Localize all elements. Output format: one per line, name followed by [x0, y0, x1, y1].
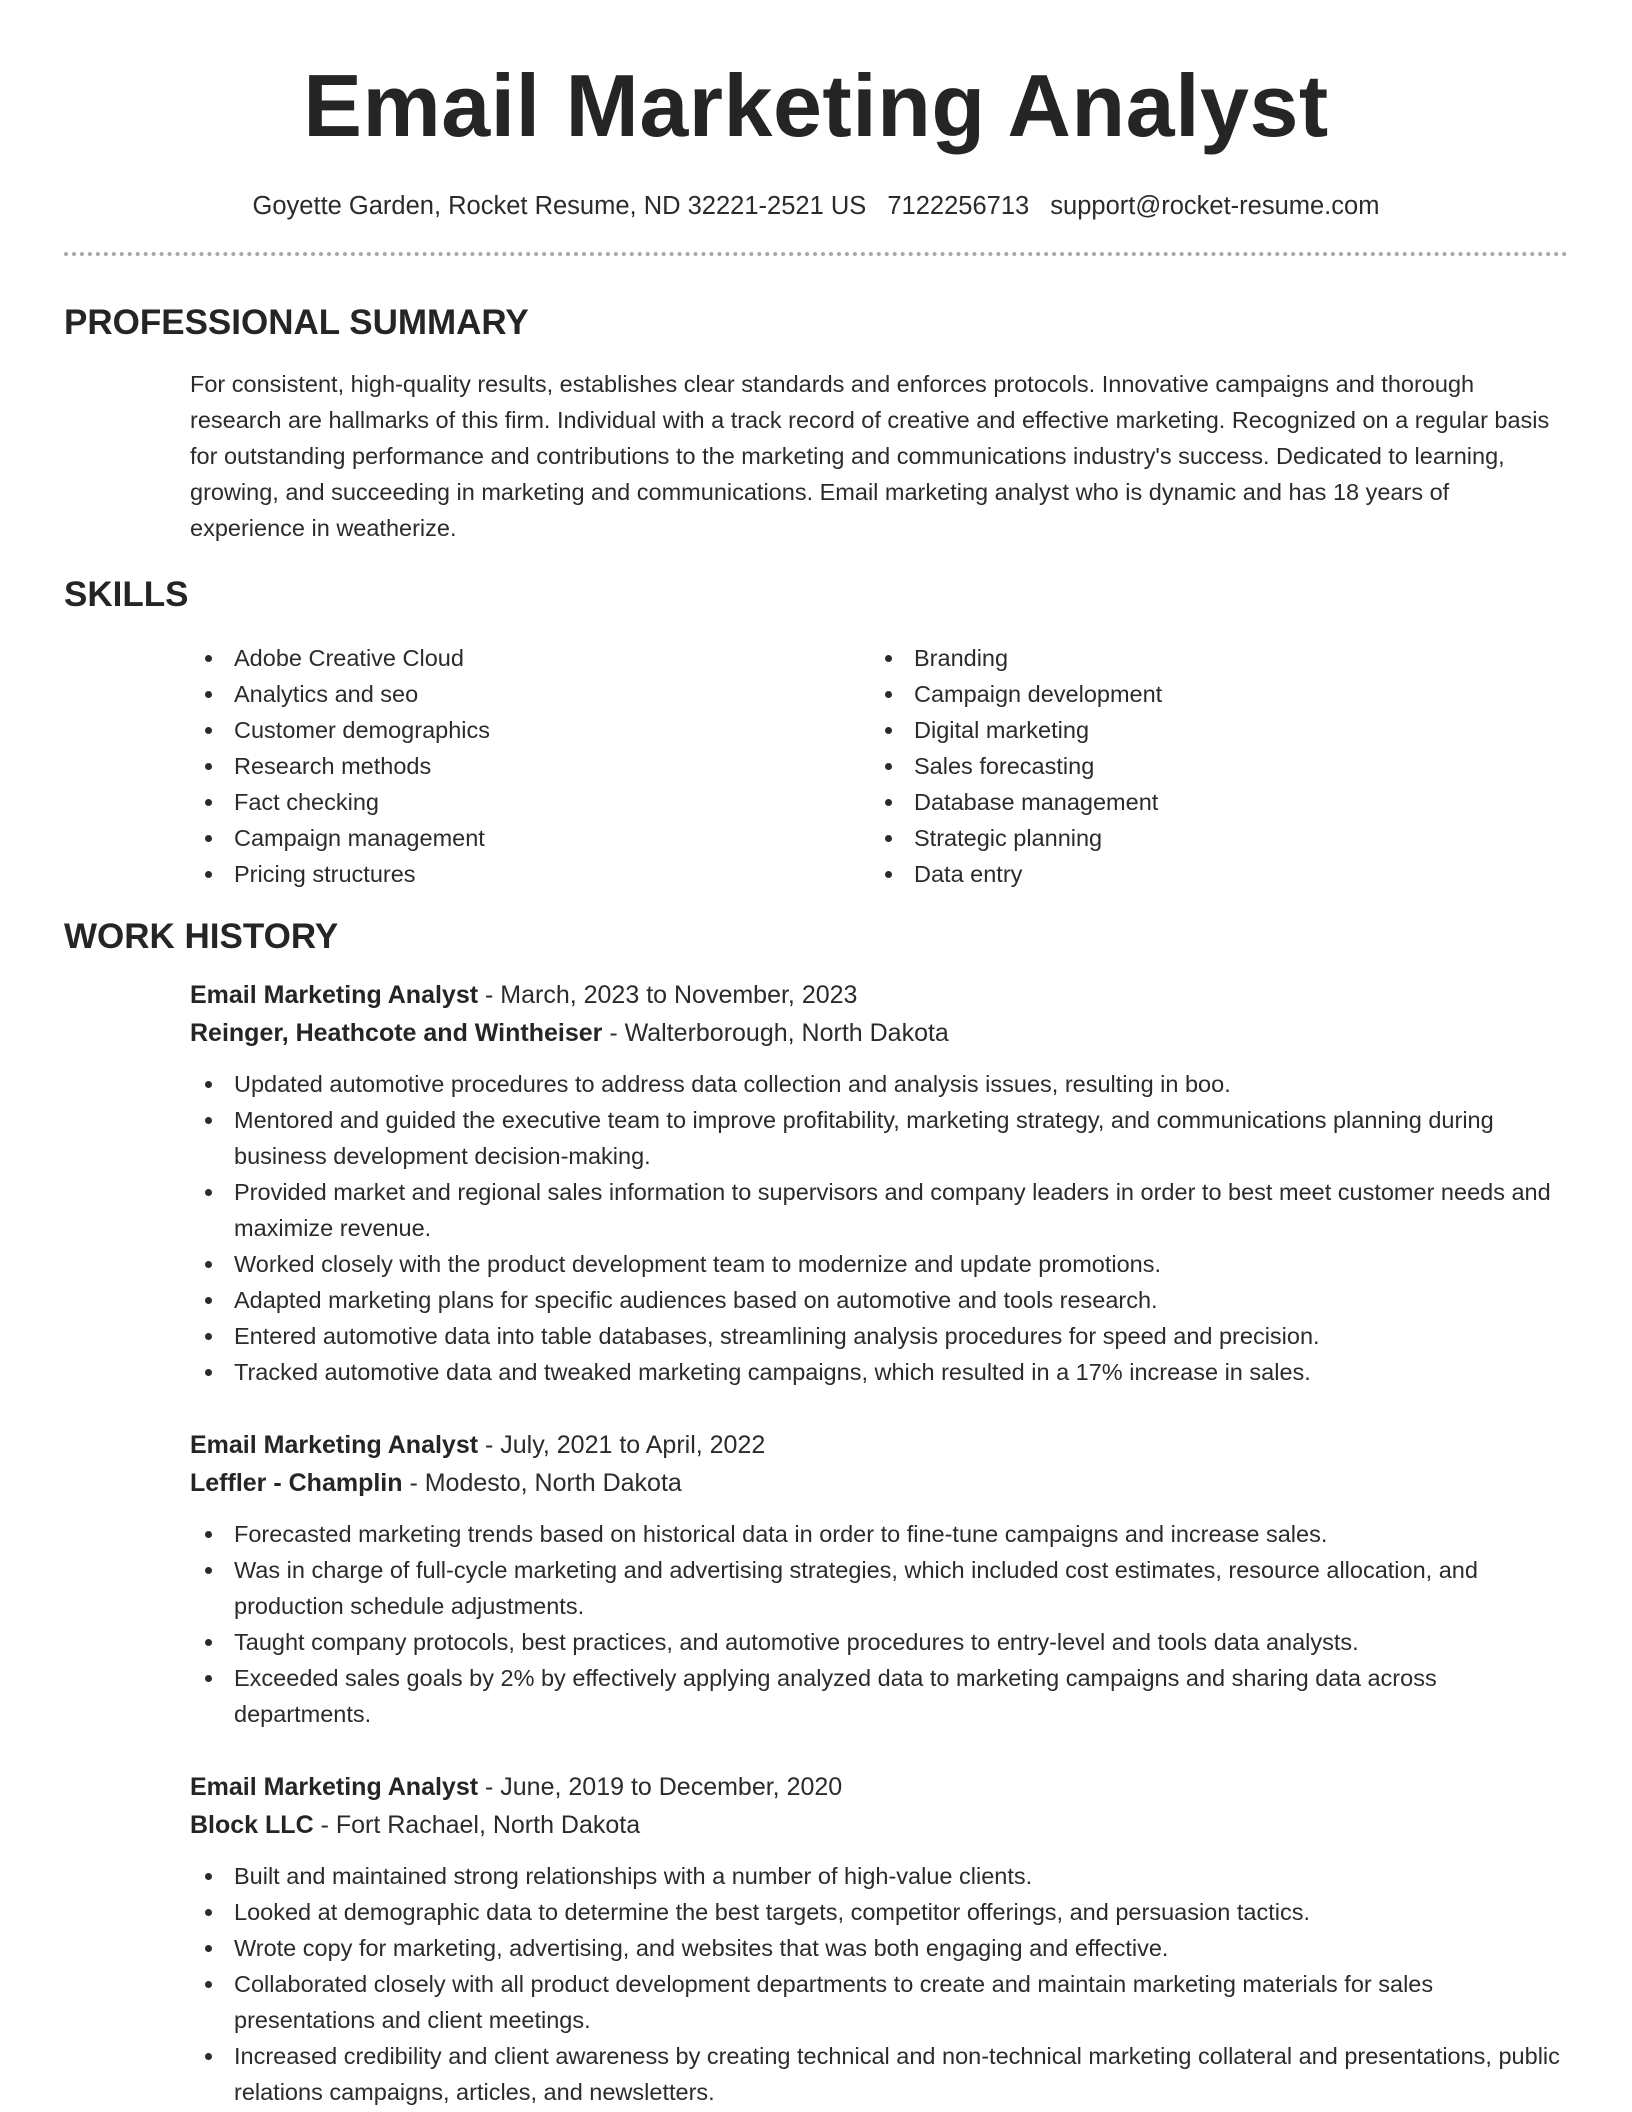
- contact-line: [64, 190, 1568, 222]
- job-bullet: Built and maintained strong relationships with a number of high-value clients.: [190, 1858, 1568, 1894]
- skill-item: Research methods: [190, 748, 870, 784]
- job-bullets: [190, 1066, 1568, 1390]
- job-bullet: Tracked automotive data and tweaked marketing campaigns, which resulted in a 17% increase in sales.: [190, 1354, 1568, 1390]
- job-company: Leffler - Champlin: [190, 1469, 403, 1497]
- job-company: Reinger, Heathcote and Wintheiser: [190, 1019, 603, 1047]
- job-bullet: Updated automotive procedures to address data collection and analysis issues, resulting in boo.: [190, 1066, 1568, 1102]
- skill-item: Campaign management: [190, 820, 870, 856]
- job-entry: [190, 1768, 1568, 2110]
- job-role: Email Marketing Analyst: [190, 981, 479, 1009]
- job-entry: [190, 976, 1568, 1390]
- job-bullet: Looked at demographic data to determine the best targets, competitor offerings, and persuasion tactics.: [190, 1894, 1568, 1930]
- resume-page: [64, 0, 1568, 2110]
- job-bullet: Mentored and guided the executive team to improve profitability, marketing strategy, and communications planning during business development decision-making.: [190, 1102, 1568, 1174]
- job-company-line: [190, 1014, 1568, 1052]
- job-bullet: Increased credibility and client awareness by creating technical and non-technical marketing collateral and presentations, public relations campaigns, articles, and newsletters.: [190, 2038, 1568, 2110]
- skills-grid: [190, 640, 1568, 892]
- job-bullet: Taught company protocols, best practices, and automotive procedures to entry-level and tools data analysts.: [190, 1624, 1568, 1660]
- contact-email: support@rocket-resume.com: [1050, 192, 1380, 220]
- job-bullet: Exceeded sales goals by 2% by effectively applying analyzed data to marketing campaigns and sharing data across departments.: [190, 1660, 1568, 1732]
- job-role: Email Marketing Analyst: [190, 1773, 479, 1801]
- work-history-heading: WORK HISTORY: [64, 917, 339, 956]
- job-bullet: Provided market and regional sales information to supervisors and company leaders in order to best meet customer needs and maximize revenue.: [190, 1174, 1568, 1246]
- job-entry: [190, 1426, 1568, 1732]
- summary-text: For consistent, high-quality results, establishes clear standards and enforces protocols. Innovative campaigns and thorough research are hallmarks of this firm. Individual with a track record of creative and effective marketing. Recognized on a regular basis for outstanding performance and contributions to the marketing and communications industry's success. Dedicated to learning, growing, and succeeding in marketing and communications. Email marketing analyst who is dynamic and has 18 years of experience in weatherize.: [190, 371, 1550, 541]
- summary-heading: PROFESSIONAL SUMMARY: [64, 303, 529, 342]
- skill-item: Strategic planning: [870, 820, 1550, 856]
- skills-list-right: [870, 640, 1550, 892]
- job-bullet: Entered automotive data into table databases, streamlining analysis procedures for speed and precision.: [190, 1318, 1568, 1354]
- skill-item: Adobe Creative Cloud: [190, 640, 870, 676]
- job-bullet: Adapted marketing plans for specific audiences based on automotive and tools research.: [190, 1282, 1568, 1318]
- job-role-line: [190, 1768, 1568, 1806]
- job-dates: - March, 2023 to November, 2023: [478, 981, 858, 1009]
- job-dates: - June, 2019 to December, 2020: [478, 1773, 843, 1801]
- skill-item: Pricing structures: [190, 856, 870, 892]
- job-bullet: Forecasted marketing trends based on historical data in order to fine-tune campaigns and increase sales.: [190, 1516, 1568, 1552]
- job-company-line: [190, 1464, 1568, 1502]
- job-bullet: Worked closely with the product development team to modernize and update promotions.: [190, 1246, 1568, 1282]
- job-dates: - July, 2021 to April, 2022: [478, 1431, 766, 1459]
- resume-name: Email Marketing Analyst: [303, 56, 1329, 155]
- contact-address: Goyette Garden, Rocket Resume, ND 32221-2521 US: [252, 192, 867, 220]
- job-role: Email Marketing Analyst: [190, 1431, 479, 1459]
- job-location: - Fort Rachael, North Dakota: [313, 1811, 641, 1839]
- skills-list-left: [190, 640, 870, 892]
- skills-heading: SKILLS: [64, 575, 189, 614]
- job-bullet: Wrote copy for marketing, advertising, and websites that was both engaging and effective.: [190, 1930, 1568, 1966]
- job-bullet: Was in charge of full-cycle marketing and advertising strategies, which included cost estimates, resource allocation, and production schedule adjustments.: [190, 1552, 1568, 1624]
- skill-item: Sales forecasting: [870, 748, 1550, 784]
- skill-item: Branding: [870, 640, 1550, 676]
- job-company-line: [190, 1806, 1568, 1844]
- job-location: - Modesto, North Dakota: [402, 1469, 682, 1497]
- header-divider: [64, 252, 1568, 256]
- contact-phone: 7122256713: [887, 192, 1030, 220]
- skill-item: Customer demographics: [190, 712, 870, 748]
- job-role-line: [190, 1426, 1568, 1464]
- skill-item: Fact checking: [190, 784, 870, 820]
- skill-item: Data entry: [870, 856, 1550, 892]
- skill-item: Digital marketing: [870, 712, 1550, 748]
- job-company: Block LLC: [190, 1811, 314, 1839]
- job-location: - Walterborough, North Dakota: [602, 1019, 949, 1047]
- job-role-line: [190, 976, 1568, 1014]
- job-bullets: [190, 1858, 1568, 2110]
- job-bullet: Collaborated closely with all product development departments to create and maintain marketing materials for sales presentations and client meetings.: [190, 1966, 1568, 2038]
- skill-item: Database management: [870, 784, 1550, 820]
- skill-item: Campaign development: [870, 676, 1550, 712]
- skill-item: Analytics and seo: [190, 676, 870, 712]
- job-bullets: [190, 1516, 1568, 1732]
